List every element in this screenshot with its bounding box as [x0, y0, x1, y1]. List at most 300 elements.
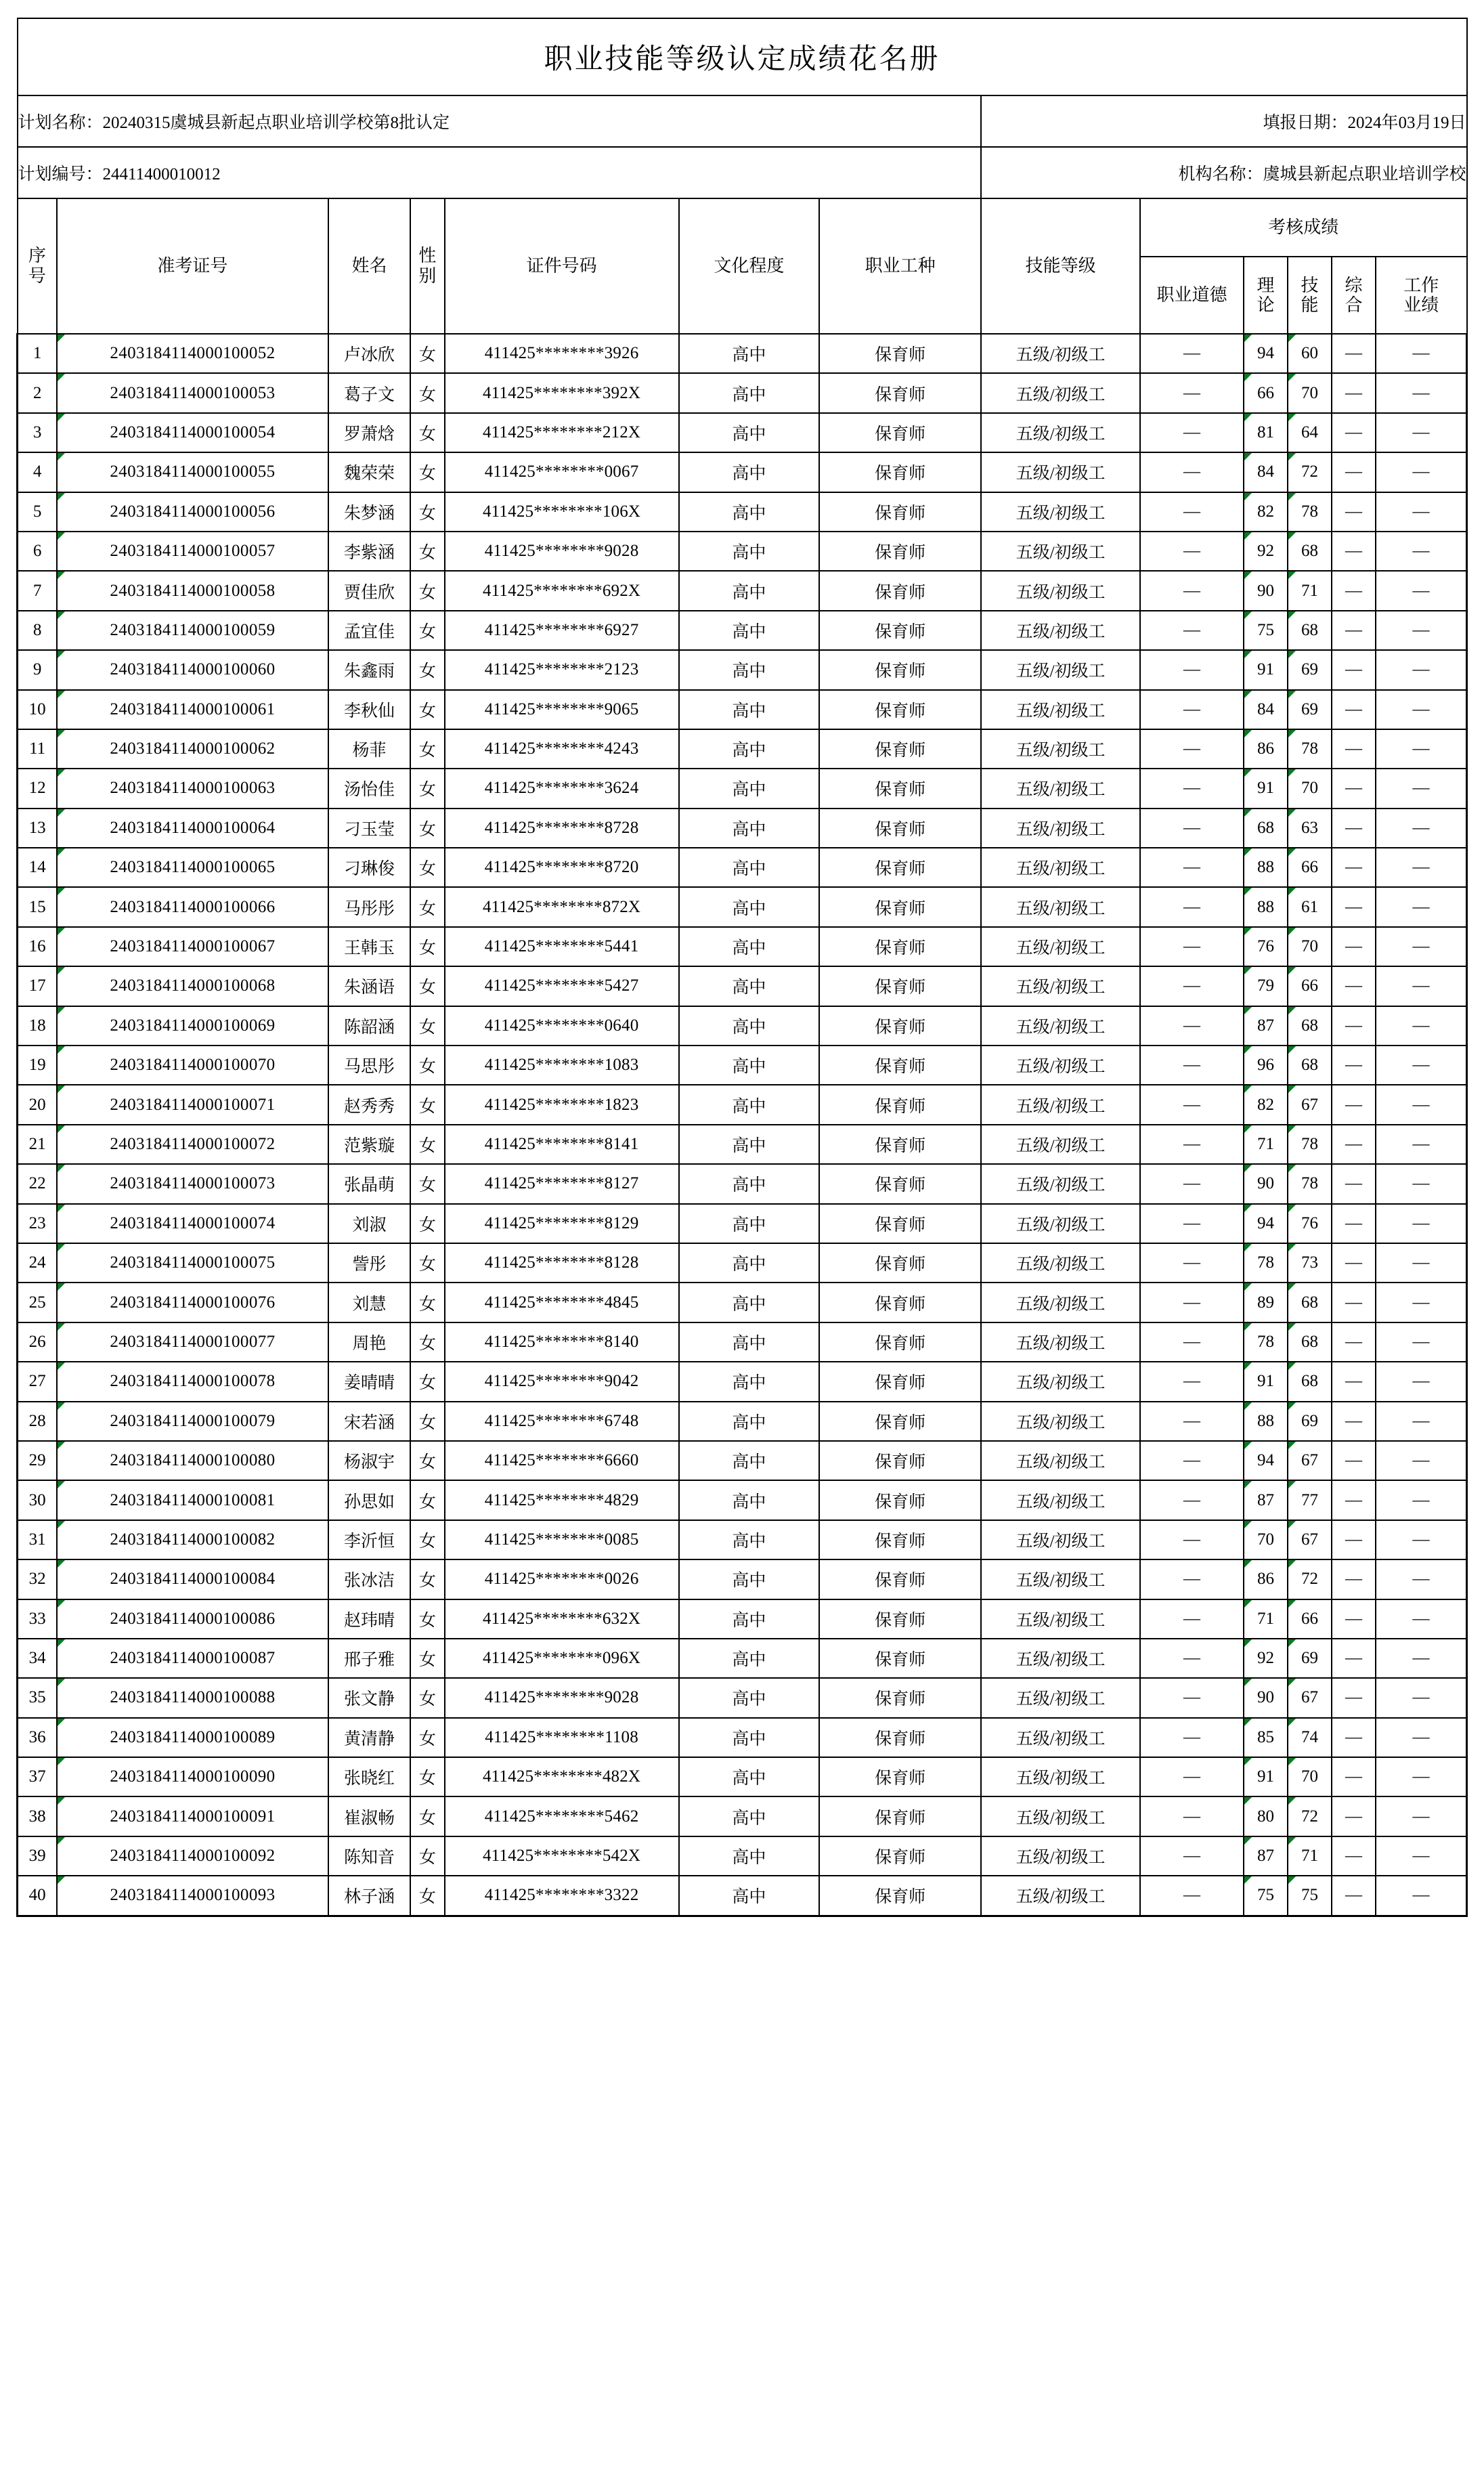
- cell-id-no: 411425********1823: [445, 1085, 679, 1124]
- cell-ethics: —: [1140, 611, 1244, 650]
- cell-performance: —: [1376, 1678, 1467, 1717]
- cell-skill: 71: [1288, 571, 1332, 610]
- cell-index: 39: [18, 1836, 58, 1876]
- cell-skill: 66: [1288, 848, 1332, 887]
- cell-ethics: —: [1140, 650, 1244, 689]
- cell-index: 20: [18, 1085, 58, 1124]
- table-row: [18, 729, 1467, 769]
- cell-sex: 女: [410, 1836, 444, 1876]
- cell-skill-level: 五级/初级工: [981, 690, 1140, 729]
- cell-theory: 84: [1244, 452, 1288, 492]
- header-id-no: 证件号码: [445, 198, 679, 334]
- cell-skill-level: 五级/初级工: [981, 1006, 1140, 1046]
- cell-performance: —: [1376, 1085, 1467, 1124]
- cell-theory: 76: [1244, 927, 1288, 966]
- cell-skill: 67: [1288, 1441, 1332, 1480]
- cell-ethics: —: [1140, 1718, 1244, 1757]
- org-name-label: 机构名称：: [1178, 165, 1263, 184]
- cell-skill: 68: [1288, 1362, 1332, 1401]
- cell-skill-level: 五级/初级工: [981, 1283, 1140, 1322]
- cell-theory: 91: [1244, 650, 1288, 689]
- cell-name: 林子涵: [328, 1876, 411, 1916]
- cell-index: 23: [18, 1204, 58, 1243]
- cell-id-no: 411425********4829: [445, 1480, 679, 1520]
- cell-name: 贾佳欣: [328, 571, 411, 610]
- cell-sex: 女: [410, 1204, 444, 1243]
- cell-comprehensive: —: [1332, 1243, 1376, 1283]
- cell-name: 杨淑宇: [328, 1441, 411, 1480]
- cell-skill-level: 五级/初级工: [981, 769, 1140, 808]
- cell-name: 张冰洁: [328, 1559, 411, 1599]
- cell-index: 18: [18, 1006, 58, 1046]
- cell-skill: 69: [1288, 650, 1332, 689]
- header-row-top: [18, 198, 1467, 257]
- cell-name: 汤怡佳: [328, 769, 411, 808]
- table-row: [18, 452, 1467, 492]
- cell-comprehensive: —: [1332, 769, 1376, 808]
- cell-skill: 70: [1288, 769, 1332, 808]
- cell-skill: 69: [1288, 690, 1332, 729]
- cell-skill-level: 五级/初级工: [981, 1678, 1140, 1717]
- cell-skill: 63: [1288, 809, 1332, 848]
- cell-name: 宋若涵: [328, 1402, 411, 1441]
- cell-education: 高中: [679, 1757, 820, 1796]
- cell-comprehensive: —: [1332, 1362, 1376, 1401]
- cell-ethics: —: [1140, 729, 1244, 769]
- table-row: [18, 1441, 1467, 1480]
- cell-sex: 女: [410, 1678, 444, 1717]
- cell-name: 崔淑畅: [328, 1796, 411, 1836]
- cell-sex: 女: [410, 1322, 444, 1362]
- table-row: [18, 532, 1467, 571]
- cell-comprehensive: —: [1332, 1283, 1376, 1322]
- cell-id-no: 411425********692X: [445, 571, 679, 610]
- cell-performance: —: [1376, 1125, 1467, 1164]
- cell-performance: —: [1376, 809, 1467, 848]
- cell-sex: 女: [410, 1559, 444, 1599]
- cell-id-no: 411425********8141: [445, 1125, 679, 1164]
- cell-occupation: 保育师: [819, 1362, 981, 1401]
- cell-name: 赵玮晴: [328, 1599, 411, 1639]
- report-date-label: 填报日期：: [1263, 114, 1348, 132]
- cell-skill-level: 五级/初级工: [981, 413, 1140, 452]
- cell-ethics: —: [1140, 1836, 1244, 1876]
- cell-skill: 67: [1288, 1520, 1332, 1559]
- cell-theory: 75: [1244, 611, 1288, 650]
- cell-occupation: 保育师: [819, 769, 981, 808]
- cell-name: 张晶萌: [328, 1164, 411, 1203]
- cell-id-no: 411425********0085: [445, 1520, 679, 1559]
- table-row: [18, 769, 1467, 808]
- cell-comprehensive: —: [1332, 1085, 1376, 1124]
- header-skill-level: 技能等级: [981, 198, 1140, 334]
- cell-education: 高中: [679, 571, 820, 610]
- cell-id-no: 411425********1083: [445, 1046, 679, 1085]
- cell-exam-no: 2403184114000100078: [57, 1362, 328, 1401]
- cell-performance: —: [1376, 1006, 1467, 1046]
- cell-comprehensive: —: [1332, 1402, 1376, 1441]
- cell-id-no: 411425********8728: [445, 809, 679, 848]
- cell-index: 25: [18, 1283, 58, 1322]
- cell-theory: 82: [1244, 492, 1288, 532]
- cell-comprehensive: —: [1332, 966, 1376, 1006]
- cell-exam-no: 2403184114000100082: [57, 1520, 328, 1559]
- cell-skill-level: 五级/初级工: [981, 1639, 1140, 1678]
- cell-comprehensive: —: [1332, 1204, 1376, 1243]
- cell-theory: 66: [1244, 373, 1288, 412]
- cell-name: 朱涵语: [328, 966, 411, 1006]
- header-sex-line2: 别: [418, 266, 437, 286]
- cell-comprehensive: —: [1332, 1441, 1376, 1480]
- cell-exam-no: 2403184114000100071: [57, 1085, 328, 1124]
- cell-id-no: 411425********9042: [445, 1362, 679, 1401]
- cell-occupation: 保育师: [819, 1796, 981, 1836]
- cell-performance: —: [1376, 690, 1467, 729]
- cell-comprehensive: —: [1332, 1164, 1376, 1203]
- table-row: [18, 1718, 1467, 1757]
- cell-performance: —: [1376, 1283, 1467, 1322]
- cell-comprehensive: —: [1332, 334, 1376, 373]
- header-exam-no: 准考证号: [57, 198, 328, 334]
- cell-education: 高中: [679, 1836, 820, 1876]
- cell-theory: 85: [1244, 1718, 1288, 1757]
- cell-ethics: —: [1140, 1243, 1244, 1283]
- cell-theory: 80: [1244, 1796, 1288, 1836]
- cell-exam-no: 2403184114000100057: [57, 532, 328, 571]
- cell-skill: 66: [1288, 1599, 1332, 1639]
- cell-performance: —: [1376, 729, 1467, 769]
- cell-performance: —: [1376, 532, 1467, 571]
- cell-occupation: 保育师: [819, 1006, 981, 1046]
- cell-skill: 73: [1288, 1243, 1332, 1283]
- cell-name: 刁琳俊: [328, 848, 411, 887]
- cell-theory: 71: [1244, 1599, 1288, 1639]
- cell-index: 14: [18, 848, 58, 887]
- cell-theory: 90: [1244, 1164, 1288, 1203]
- cell-comprehensive: —: [1332, 650, 1376, 689]
- cell-skill-level: 五级/初级工: [981, 532, 1140, 571]
- table-row: [18, 1362, 1467, 1401]
- cell-name: 朱梦涵: [328, 492, 411, 532]
- cell-performance: —: [1376, 848, 1467, 887]
- cell-theory: 81: [1244, 413, 1288, 452]
- cell-skill-level: 五级/初级工: [981, 887, 1140, 926]
- cell-performance: —: [1376, 1757, 1467, 1796]
- cell-ethics: —: [1140, 1283, 1244, 1322]
- cell-education: 高中: [679, 1876, 820, 1916]
- cell-ethics: —: [1140, 1402, 1244, 1441]
- cell-skill: 77: [1288, 1480, 1332, 1520]
- cell-sex: 女: [410, 927, 444, 966]
- cell-exam-no: 2403184114000100074: [57, 1204, 328, 1243]
- cell-skill: 64: [1288, 413, 1332, 452]
- cell-education: 高中: [679, 1599, 820, 1639]
- cell-sex: 女: [410, 650, 444, 689]
- cell-skill-level: 五级/初级工: [981, 571, 1140, 610]
- table-row: [18, 887, 1467, 926]
- table-row: [18, 1283, 1467, 1322]
- cell-name: 卢冰欣: [328, 334, 411, 373]
- cell-education: 高中: [679, 1520, 820, 1559]
- cell-occupation: 保育师: [819, 809, 981, 848]
- cell-name: 孙思如: [328, 1480, 411, 1520]
- cell-exam-no: 2403184114000100079: [57, 1402, 328, 1441]
- cell-ethics: —: [1140, 532, 1244, 571]
- plan-no-value: 24411400010012: [102, 165, 221, 184]
- cell-occupation: 保育师: [819, 1876, 981, 1916]
- cell-skill: 75: [1288, 1876, 1332, 1916]
- cell-occupation: 保育师: [819, 1520, 981, 1559]
- cell-skill-level: 五级/初级工: [981, 1085, 1140, 1124]
- cell-id-no: 411425********632X: [445, 1599, 679, 1639]
- cell-theory: 96: [1244, 1046, 1288, 1085]
- cell-education: 高中: [679, 848, 820, 887]
- table-row: [18, 1559, 1467, 1599]
- cell-index: 16: [18, 927, 58, 966]
- cell-theory: 88: [1244, 887, 1288, 926]
- cell-skill-level: 五级/初级工: [981, 1362, 1140, 1401]
- header-name: 姓名: [328, 198, 411, 334]
- cell-performance: —: [1376, 1836, 1467, 1876]
- cell-name: 邢子雅: [328, 1639, 411, 1678]
- cell-theory: 87: [1244, 1480, 1288, 1520]
- cell-ethics: —: [1140, 492, 1244, 532]
- cell-skill: 78: [1288, 729, 1332, 769]
- cell-occupation: 保育师: [819, 1639, 981, 1678]
- cell-sex: 女: [410, 373, 444, 412]
- cell-performance: —: [1376, 413, 1467, 452]
- cell-index: 28: [18, 1402, 58, 1441]
- cell-exam-no: 2403184114000100069: [57, 1006, 328, 1046]
- cell-comprehensive: —: [1332, 729, 1376, 769]
- cell-sex: 女: [410, 1796, 444, 1836]
- page-title: 职业技能等级认定成绩花名册: [544, 44, 940, 75]
- cell-skill-level: 五级/初级工: [981, 1757, 1140, 1796]
- cell-index: 10: [18, 690, 58, 729]
- cell-id-no: 411425********0067: [445, 452, 679, 492]
- table-row: [18, 1639, 1467, 1678]
- cell-skill-level: 五级/初级工: [981, 373, 1140, 412]
- cell-comprehensive: —: [1332, 1678, 1376, 1717]
- cell-comprehensive: —: [1332, 927, 1376, 966]
- cell-ethics: —: [1140, 1046, 1244, 1085]
- header-performance: [1376, 257, 1467, 334]
- cell-index: 37: [18, 1757, 58, 1796]
- cell-performance: —: [1376, 373, 1467, 412]
- roster-table: [16, 18, 1468, 1917]
- cell-skill-level: 五级/初级工: [981, 492, 1140, 532]
- cell-performance: —: [1376, 650, 1467, 689]
- cell-skill-level: 五级/初级工: [981, 1836, 1140, 1876]
- cell-theory: 75: [1244, 1876, 1288, 1916]
- cell-sex: 女: [410, 1520, 444, 1559]
- cell-theory: 91: [1244, 1757, 1288, 1796]
- cell-id-no: 411425********6927: [445, 611, 679, 650]
- cell-education: 高中: [679, 1125, 820, 1164]
- cell-skill: 68: [1288, 1046, 1332, 1085]
- cell-performance: —: [1376, 1796, 1467, 1836]
- cell-exam-no: 2403184114000100089: [57, 1718, 328, 1757]
- cell-occupation: 保育师: [819, 1678, 981, 1717]
- plan-name-label: 计划名称：: [18, 114, 103, 132]
- cell-exam-no: 2403184114000100073: [57, 1164, 328, 1203]
- cell-performance: —: [1376, 1559, 1467, 1599]
- cell-education: 高中: [679, 887, 820, 926]
- cell-skill: 72: [1288, 452, 1332, 492]
- cell-skill-level: 五级/初级工: [981, 1204, 1140, 1243]
- cell-comprehensive: —: [1332, 1639, 1376, 1678]
- cell-exam-no: 2403184114000100058: [57, 571, 328, 610]
- report-date-value: 2024年03月19日: [1347, 114, 1466, 132]
- cell-skill: 68: [1288, 1006, 1332, 1046]
- cell-theory: 92: [1244, 1639, 1288, 1678]
- cell-sex: 女: [410, 1402, 444, 1441]
- cell-sex: 女: [410, 1164, 444, 1203]
- cell-comprehensive: —: [1332, 1125, 1376, 1164]
- header-occupation: 职业工种: [819, 198, 981, 334]
- cell-exam-no: 2403184114000100084: [57, 1559, 328, 1599]
- cell-skill: 66: [1288, 966, 1332, 1006]
- cell-skill-level: 五级/初级工: [981, 927, 1140, 966]
- cell-occupation: 保育师: [819, 1322, 981, 1362]
- cell-education: 高中: [679, 1164, 820, 1203]
- cell-exam-no: 2403184114000100080: [57, 1441, 328, 1480]
- cell-skill: 70: [1288, 1757, 1332, 1796]
- cell-exam-no: 2403184114000100081: [57, 1480, 328, 1520]
- cell-index: 17: [18, 966, 58, 1006]
- cell-name: 朱鑫雨: [328, 650, 411, 689]
- cell-occupation: 保育师: [819, 1125, 981, 1164]
- cell-skill-level: 五级/初级工: [981, 611, 1140, 650]
- cell-id-no: 411425********5462: [445, 1796, 679, 1836]
- cell-sex: 女: [410, 966, 444, 1006]
- cell-index: 27: [18, 1362, 58, 1401]
- cell-skill: 78: [1288, 1125, 1332, 1164]
- table-row: [18, 1599, 1467, 1639]
- cell-occupation: 保育师: [819, 1164, 981, 1203]
- cell-exam-no: 2403184114000100093: [57, 1876, 328, 1916]
- cell-skill: 74: [1288, 1718, 1332, 1757]
- cell-name: 王韩玉: [328, 927, 411, 966]
- cell-ethics: —: [1140, 1480, 1244, 1520]
- cell-sex: 女: [410, 1085, 444, 1124]
- cell-occupation: 保育师: [819, 532, 981, 571]
- cell-occupation: 保育师: [819, 452, 981, 492]
- cell-occupation: 保育师: [819, 334, 981, 373]
- cell-ethics: —: [1140, 927, 1244, 966]
- cell-skill-level: 五级/初级工: [981, 1243, 1140, 1283]
- cell-occupation: 保育师: [819, 966, 981, 1006]
- cell-name: 李紫涵: [328, 532, 411, 571]
- cell-education: 高中: [679, 1006, 820, 1046]
- cell-skill: 70: [1288, 927, 1332, 966]
- cell-education: 高中: [679, 1322, 820, 1362]
- cell-performance: —: [1376, 1204, 1467, 1243]
- cell-comprehensive: —: [1332, 690, 1376, 729]
- cell-id-no: 411425********6660: [445, 1441, 679, 1480]
- cell-theory: 90: [1244, 1678, 1288, 1717]
- org-name-cell: [981, 147, 1466, 198]
- roster-body: [18, 334, 1467, 1916]
- cell-id-no: 411425********8720: [445, 848, 679, 887]
- cell-performance: —: [1376, 1480, 1467, 1520]
- cell-ethics: —: [1140, 809, 1244, 848]
- cell-index: 15: [18, 887, 58, 926]
- cell-skill-level: 五级/初级工: [981, 1322, 1140, 1362]
- table-row: [18, 1164, 1467, 1203]
- cell-sex: 女: [410, 769, 444, 808]
- cell-sex: 女: [410, 492, 444, 532]
- cell-education: 高中: [679, 1559, 820, 1599]
- cell-education: 高中: [679, 1639, 820, 1678]
- cell-occupation: 保育师: [819, 571, 981, 610]
- cell-id-no: 411425********0026: [445, 1559, 679, 1599]
- cell-sex: 女: [410, 452, 444, 492]
- cell-skill: 68: [1288, 611, 1332, 650]
- cell-comprehensive: —: [1332, 452, 1376, 492]
- meta-row-org: [18, 147, 1467, 198]
- cell-sex: 女: [410, 848, 444, 887]
- cell-skill-level: 五级/初级工: [981, 1164, 1140, 1203]
- cell-index: 32: [18, 1559, 58, 1599]
- cell-education: 高中: [679, 1046, 820, 1085]
- table-row: [18, 1520, 1467, 1559]
- cell-skill-level: 五级/初级工: [981, 729, 1140, 769]
- cell-theory: 84: [1244, 690, 1288, 729]
- cell-exam-no: 2403184114000100090: [57, 1757, 328, 1796]
- cell-skill-level: 五级/初级工: [981, 809, 1140, 848]
- cell-name: 杨菲: [328, 729, 411, 769]
- cell-id-no: 411425********0640: [445, 1006, 679, 1046]
- header-skill-line1: 技: [1301, 275, 1319, 295]
- cell-index: 1: [18, 334, 58, 373]
- cell-skill-level: 五级/初级工: [981, 1520, 1140, 1559]
- header-skill-line2: 能: [1301, 295, 1319, 315]
- cell-skill: 78: [1288, 492, 1332, 532]
- cell-ethics: —: [1140, 1757, 1244, 1796]
- cell-comprehensive: —: [1332, 1796, 1376, 1836]
- header-theory: [1244, 257, 1288, 334]
- cell-occupation: 保育师: [819, 927, 981, 966]
- cell-index: 6: [18, 532, 58, 571]
- cell-education: 高中: [679, 809, 820, 848]
- cell-index: 13: [18, 809, 58, 848]
- plan-name-value: 20240315虞城县新起点职业培训学校第8批认定: [102, 114, 450, 132]
- cell-sex: 女: [410, 1283, 444, 1322]
- cell-sex: 女: [410, 1757, 444, 1796]
- cell-skill: 68: [1288, 1322, 1332, 1362]
- cell-index: 3: [18, 413, 58, 452]
- cell-name: 范紫璇: [328, 1125, 411, 1164]
- title-row: [18, 18, 1467, 95]
- header-performance-line2: 业绩: [1403, 295, 1439, 315]
- cell-performance: —: [1376, 1876, 1467, 1916]
- cell-comprehensive: —: [1332, 532, 1376, 571]
- cell-performance: —: [1376, 611, 1467, 650]
- table-row: [18, 1204, 1467, 1243]
- cell-name: 刘慧: [328, 1283, 411, 1322]
- cell-performance: —: [1376, 452, 1467, 492]
- cell-id-no: 411425********392X: [445, 373, 679, 412]
- cell-exam-no: 2403184114000100064: [57, 809, 328, 848]
- cell-comprehensive: —: [1332, 887, 1376, 926]
- cell-education: 高中: [679, 492, 820, 532]
- cell-theory: 78: [1244, 1322, 1288, 1362]
- cell-id-no: 411425********542X: [445, 1836, 679, 1876]
- cell-ethics: —: [1140, 452, 1244, 492]
- cell-exam-no: 2403184114000100060: [57, 650, 328, 689]
- cell-occupation: 保育师: [819, 1559, 981, 1599]
